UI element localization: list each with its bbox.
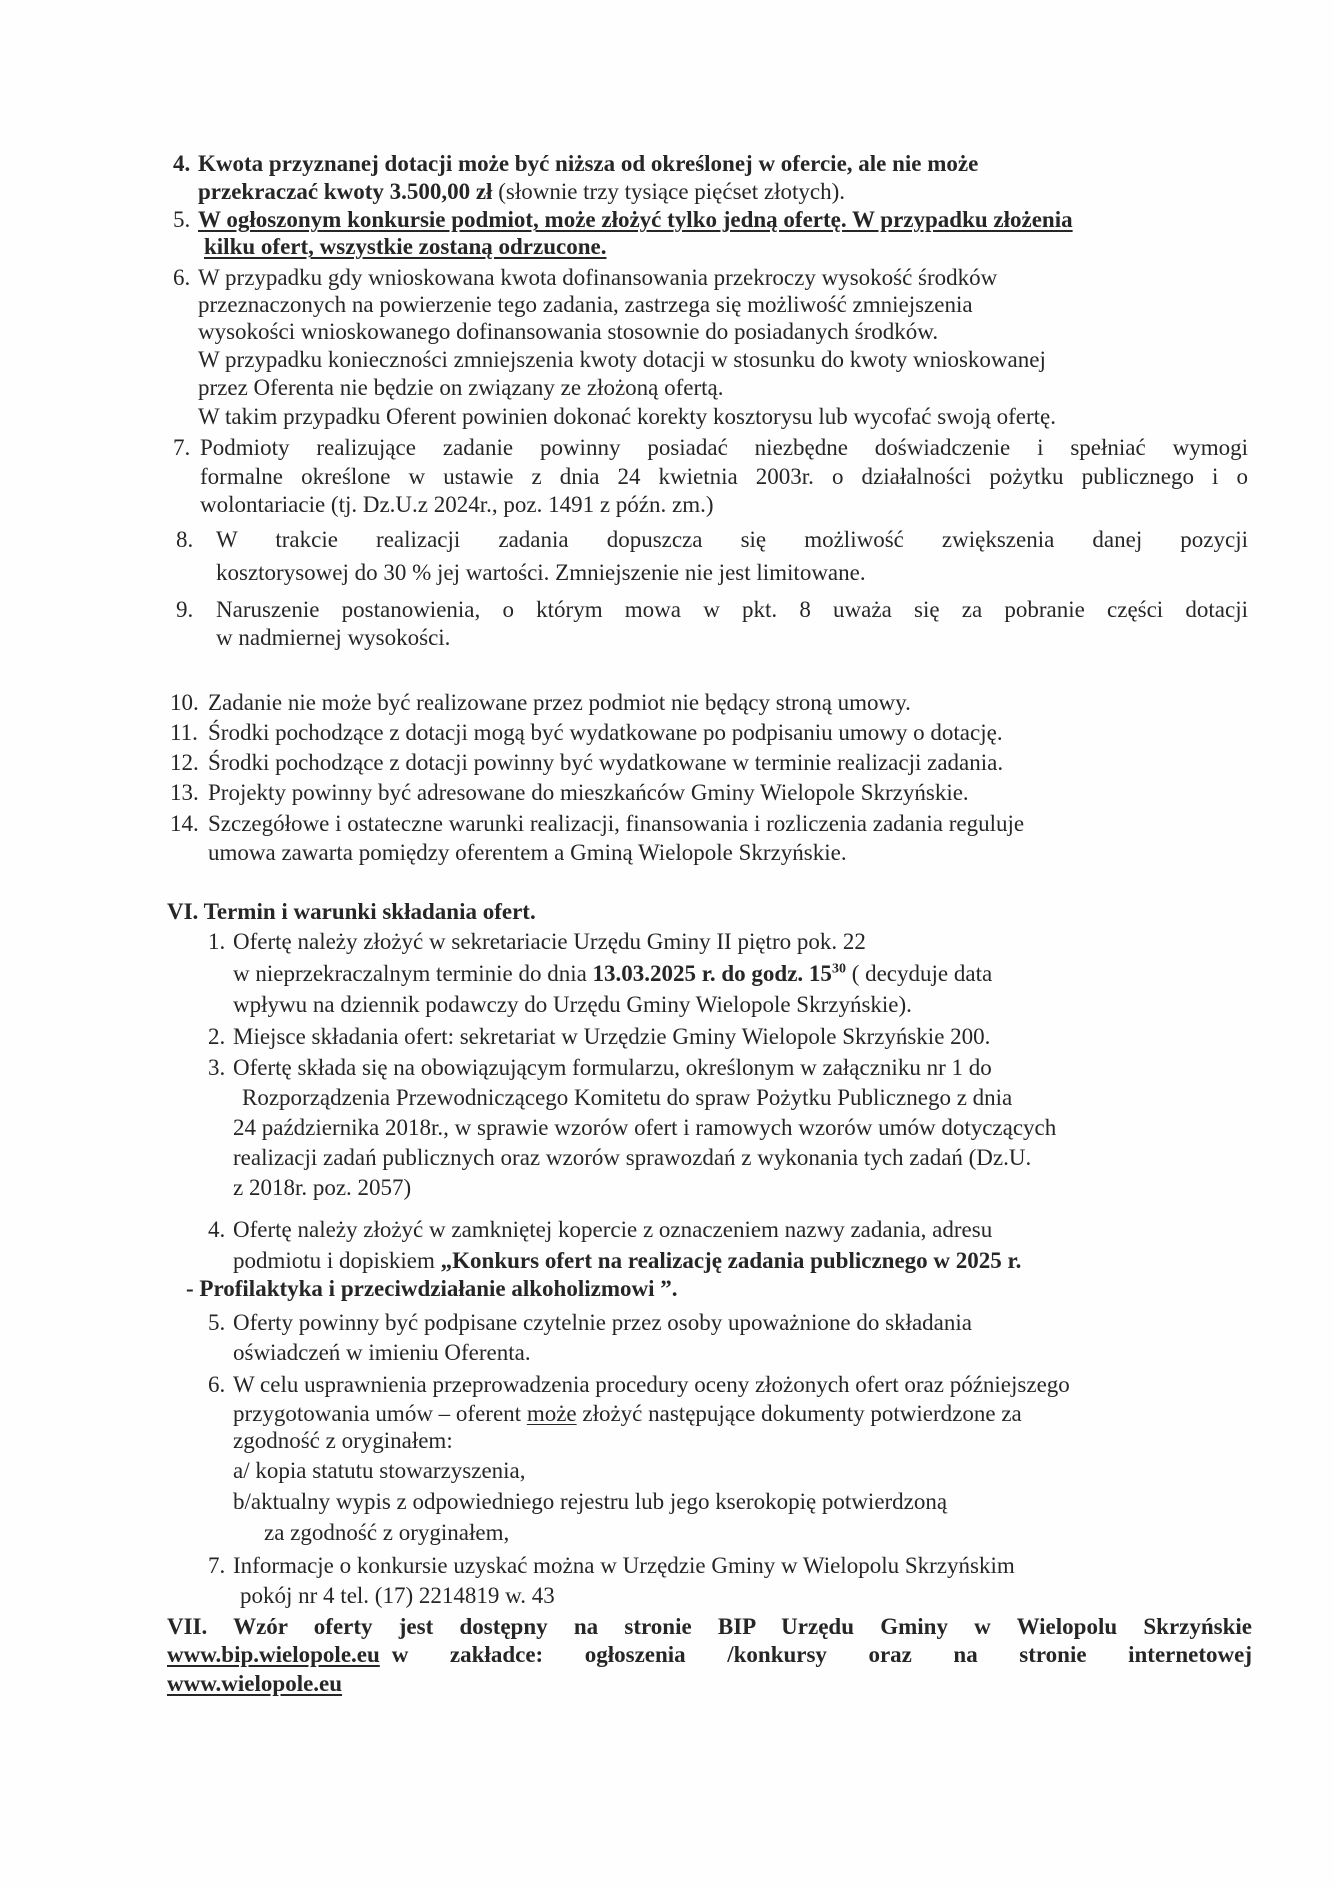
item-number: 1. (208, 929, 226, 954)
item-12-line-1: Środki pochodzące z dotacji powinny być wydatkowane w terminie realizacji zadania. (208, 750, 1004, 775)
item-number: 5. (208, 1310, 226, 1335)
item-6-line-1: W przypadku gdy wnioskowana kwota dofinansowania przekroczy wysokość środków (198, 265, 998, 290)
item-10-line-1: Zadanie nie może być realizowane przez podmiot nie będący stroną umowy. (208, 690, 911, 715)
item-4-line-1: Kwota przyznanej dotacji może być niższa od określonej w ofercie, ale nie może (198, 151, 979, 176)
item-8-line-2: kosztorysowej do 30 % jej wartości. Zmniejszenie nie jest limitowane. (216, 560, 866, 585)
item-5-line-2: kilku ofert, wszystkie zostaną odrzucone. (204, 234, 607, 259)
annotation-prefix: podmiotu i dopiskiem (233, 1248, 441, 1273)
vi-3-line-4: realizacji zadań publicznych oraz wzorów sprawozdań z wykonania tych zadań (Dz.U. (233, 1145, 1032, 1170)
item-14-line-2: umowa zawarta pomiędzy oferentem a Gminą Wielopole Skrzyńskie. (208, 840, 847, 865)
item-6-line-3: wysokości wnioskowanego dofinansowania stosownie do posiadanych środków. (198, 319, 939, 344)
deadline-prefix: w nieprzekraczalnym terminie do dnia (233, 961, 593, 986)
vi-6-line-4: a/ kopia statutu stowarzyszenia, (233, 1458, 526, 1483)
item-6-line-5: przez Oferenta nie będzie on związany ze złożoną ofertą. (198, 375, 724, 400)
contest-title: „Konkurs ofert na realizację zadania publicznego w 2025 r. (440, 1248, 1022, 1273)
item-number: 11. (170, 720, 198, 745)
item-number: 7. (208, 1553, 226, 1578)
item-14-line-1: Szczegółowe i ostateczne warunki realizacji, finansowania i rozliczenia zadania reguluje (208, 811, 1025, 836)
item-number: 4. (173, 151, 191, 176)
item-number: 9. (176, 597, 194, 622)
vi-4-line-1: Ofertę należy złożyć w zamkniętej kopercie z oznaczeniem nazwy zadania, adresu (233, 1217, 993, 1242)
item-number: 8. (176, 527, 194, 552)
item-4-line-2 (198, 179, 845, 205)
section-vii-line-3 (167, 1671, 342, 1697)
item-9-line-2: w nadmiernej wysokości. (216, 625, 451, 650)
may-emphasis: może (526, 1401, 577, 1426)
website-link[interactable]: www.wielopole.eu (167, 1671, 343, 1696)
item-number: 6. (208, 1372, 226, 1397)
item-7-line-2: formalne określone w ustawie z dnia 24 kwietnia 2003r. o działalności pożytku publicznego i o (200, 464, 1248, 489)
section-vii-line-2 (167, 1642, 1252, 1668)
vi-1-line-2 (233, 961, 992, 987)
vi-6-line-6: za zgodność z oryginałem, (264, 1520, 510, 1545)
deadline-minutes: 30 (831, 961, 846, 977)
vi-3-line-3: 24 października 2018r., w sprawie wzorów ofert i ramowych wzorów umów dotyczących (233, 1115, 1057, 1140)
item-7-line-1: Podmioty realizujące zadanie powinny posiadać niezbędne doświadczenie i spełniać wymogi (200, 435, 1248, 460)
item-11-line-1: Środki pochodzące z dotacji mogą być wydatkowane po podpisaniu umowy o dotację. (208, 720, 1003, 745)
vi-6-line-1: W celu usprawnienia przeprowadzenia procedury oceny złożonych ofert oraz późniejszego (233, 1372, 1070, 1397)
vi-6-text: złożyć następujące dokumenty potwierdzone za (576, 1401, 1022, 1426)
item-number: 5. (173, 207, 191, 232)
vi-4-line-2 (233, 1248, 1021, 1274)
item-8-line-1: W trakcie realizacji zadania dopuszcza się możliwość zwiększenia danej pozycji (216, 527, 1248, 552)
vi-3-line-2: Rozporządzenia Przewodniczącego Komitetu do spraw Pożytku Publicznego z dnia (242, 1085, 1013, 1110)
item-number: 4. (208, 1217, 226, 1242)
vi-5-line-2: oświadczeń w imieniu Oferenta. (233, 1340, 531, 1365)
item-6-line-6: W takim przypadku Oferent powinien dokonać korekty kosztorysu lub wycofać swoją ofertę. (198, 404, 1056, 429)
item-number: 2. (208, 1024, 226, 1049)
item-number: 13. (170, 780, 199, 805)
vi-7-line-2: pokój nr 4 tel. (17) 2214819 w. 43 (240, 1583, 555, 1608)
section-vii-line-1: VII. Wzór oferty jest dostępny na stronie BIP Urzędu Gminy w Wielopolu Skrzyńskie (167, 1614, 1252, 1639)
vi-2-line-1: Miejsce składania ofert: sekretariat w Urzędzie Gminy Wielopole Skrzyńskie 200. (233, 1024, 991, 1049)
vi-5-line-1: Oferty powinny być podpisane czytelnie przez osoby upoważnione do składania (233, 1310, 972, 1335)
vi-4-line-3: - Profilaktyka i przeciwdziałanie alkoholizmowi ”. (186, 1276, 678, 1301)
section-vi-heading: VI. Termin i warunki składania ofert. (167, 899, 536, 924)
vi-6-line-2 (233, 1401, 1022, 1427)
vi-3-line-1: Ofertę składa się na obowiązującym formularzu, określonym w załączniku nr 1 do (233, 1055, 992, 1080)
item-number: 3. (208, 1055, 226, 1080)
item-number: 6. (173, 265, 191, 290)
grant-amount-words: (słownie trzy tysiące pięćset złotych). (492, 179, 845, 204)
item-number: 14. (170, 811, 199, 836)
vi-6-text: przygotowania umów – oferent (233, 1401, 527, 1426)
deadline-date: 13.03.2025 r. do godz. 15 (592, 961, 832, 986)
bip-link[interactable]: www.bip.wielopole.eu (167, 1642, 380, 1667)
item-6-line-2: przeznaczonych na powierzenie tego zadania, zastrzega się możliwość zmniejszenia (198, 292, 973, 317)
item-5-line-1: W ogłoszonym konkursie podmiot, może złożyć tylko jedną ofertę. W przypadku złożenia (198, 207, 1073, 232)
deadline-suffix: ( decyduje data (845, 961, 993, 986)
vi-7-line-1: Informacje o konkursie uzyskać można w Urzędzie Gminy w Wielopolu Skrzyńskim (233, 1553, 1015, 1578)
item-number: 12. (170, 750, 199, 775)
grant-amount: przekraczać kwoty 3.500,00 zł (198, 179, 493, 204)
item-9-line-1: Naruszenie postanowienia, o którym mowa w pkt. 8 uważa się za pobranie części dotacji (216, 597, 1248, 622)
item-6-line-4: W przypadku konieczności zmniejszenia kwoty dotacji w stosunku do kwoty wnioskowanej (198, 347, 1046, 372)
item-number: 7. (173, 435, 191, 460)
item-13-line-1: Projekty powinny być adresowane do mieszkańców Gminy Wielopole Skrzyńskie. (208, 780, 969, 805)
item-7-line-3: wolontariacie (tj. Dz.U.z 2024r., poz. 1491 z późn. zm.) (200, 492, 714, 517)
section-vii-text: w zakładce: ogłoszenia /konkursy oraz na stronie internetowej (391, 1642, 1252, 1667)
vi-6-line-3: zgodność z oryginałem: (233, 1428, 453, 1453)
vi-1-line-1: Ofertę należy złożyć w sekretariacie Urzędu Gminy II piętro pok. 22 (233, 929, 866, 954)
vi-6-line-5: b/aktualny wypis z odpowiedniego rejestru lub jego kserokopię potwierdzoną (233, 1489, 948, 1514)
vi-3-line-5: z 2018r. poz. 2057) (233, 1175, 412, 1200)
vi-1-line-3: wpływu na dziennik podawczy do Urzędu Gminy Wielopole Skrzyńskie). (233, 992, 912, 1017)
item-number: 10. (170, 690, 199, 715)
